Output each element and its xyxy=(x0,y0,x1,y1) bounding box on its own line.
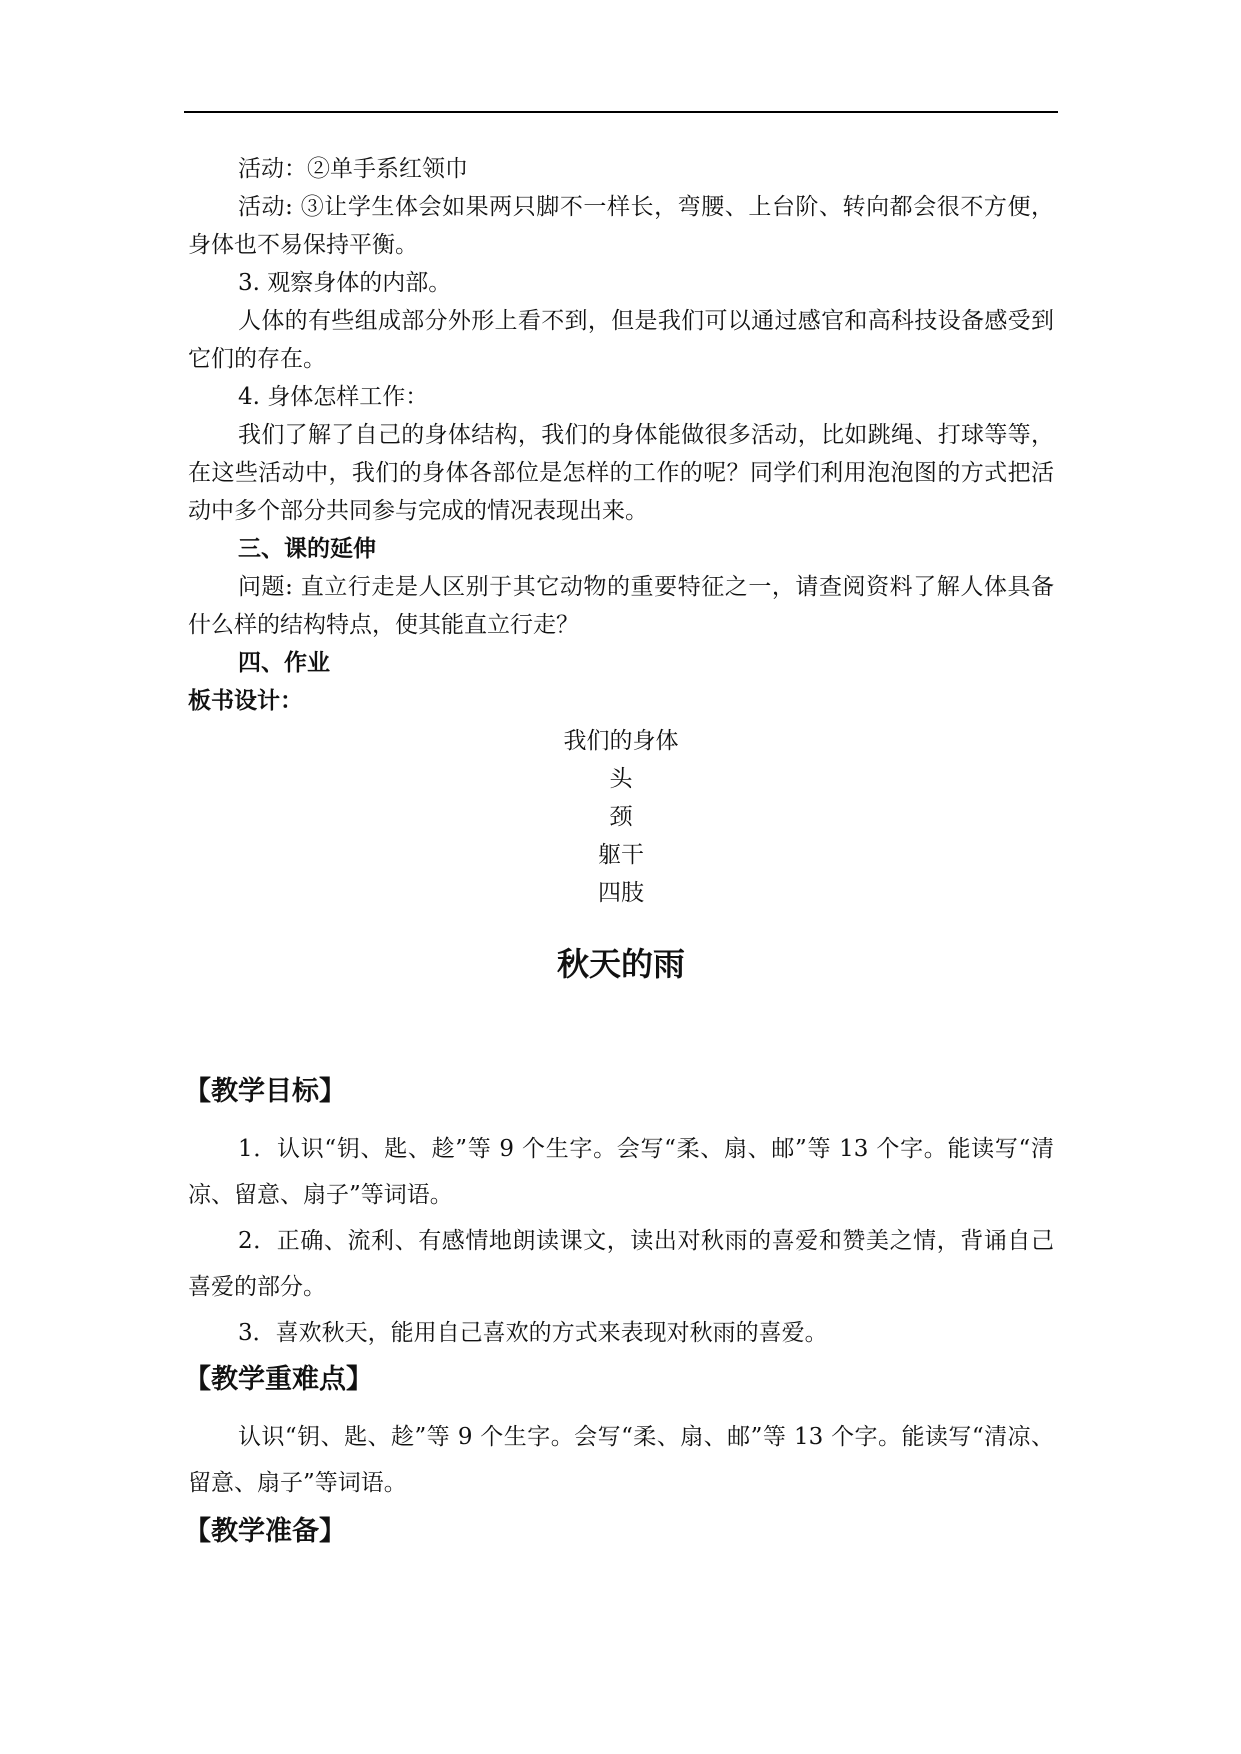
board-item-trunk: 躯干 xyxy=(598,842,644,868)
objective-item: 1．认识“钥、匙、趁”等 9 个生字。会写“柔、扇、邮”等 13 个字。能读写“清凉、留意、扇子”等词语。 xyxy=(188,1136,1054,1208)
difficulties-text: 认识“钥、匙、趁”等 9 个生字。会写“柔、扇、邮”等 13 个字。能读写“清凉、留意、扇子”等词语。 xyxy=(188,1424,1054,1496)
step-3-heading: 3. 观察身体的内部。 xyxy=(238,270,452,296)
step-4-text: 我们了解了自己的身体结构，我们的身体能做很多活动，比如跳绳、打球等等，在这些活动中，我们的身体各部位是怎样的工作的呢？同学们利用泡泡图的方式把活动中多个部分共同参与完成的情况表现出来。 xyxy=(188,422,1054,524)
objectives-heading: 【教学目标】 xyxy=(184,1076,346,1107)
document-body xyxy=(184,150,1054,1554)
lesson-plan xyxy=(184,1070,1054,1554)
step-3-text: 人体的有些组成部分外形上看不到，但是我们可以通过感官和高科技设备感受到它们的存在。 xyxy=(188,308,1054,372)
board-item-neck: 颈 xyxy=(609,804,633,830)
homework-heading: 四、作业 xyxy=(238,650,330,676)
difficulties-heading: 【教学重难点】 xyxy=(184,1364,373,1395)
board-design-label: 板书设计： xyxy=(188,688,303,714)
extension-heading: 三、课的延伸 xyxy=(238,536,376,562)
board-item-limbs: 四肢 xyxy=(598,880,644,906)
objectives-list xyxy=(188,1126,1054,1356)
board-title: 我们的身体 xyxy=(563,728,679,754)
lesson-title: 秋天的雨 xyxy=(556,945,685,983)
step-4-heading: 4. 身体怎样工作： xyxy=(238,384,429,410)
objective-item: 3．喜欢秋天，能用自己喜欢的方式来表现对秋雨的喜爱。 xyxy=(238,1320,828,1346)
activity-2: 活动：②单手系红领巾 xyxy=(238,156,468,182)
activity-3: 活动: ③让学生体会如果两只脚不一样长，弯腰、上台阶、转向都会很不方便，身体也不易保持平衡。 xyxy=(188,194,1054,258)
board-design xyxy=(188,722,1054,912)
preparation-heading: 【教学准备】 xyxy=(184,1516,346,1547)
board-item-head: 头 xyxy=(609,766,633,792)
objective-item: 2．正确、流利、有感情地朗读课文，读出对秋雨的喜爱和赞美之情，背诵自己喜爱的部分。 xyxy=(188,1228,1054,1300)
header-rule xyxy=(184,111,1058,113)
extension-text: 问题: 直立行走是人区别于其它动物的重要特征之一，请查阅资料了解人体具备什么样的结构特点，使其能直立行走？ xyxy=(188,574,1054,638)
